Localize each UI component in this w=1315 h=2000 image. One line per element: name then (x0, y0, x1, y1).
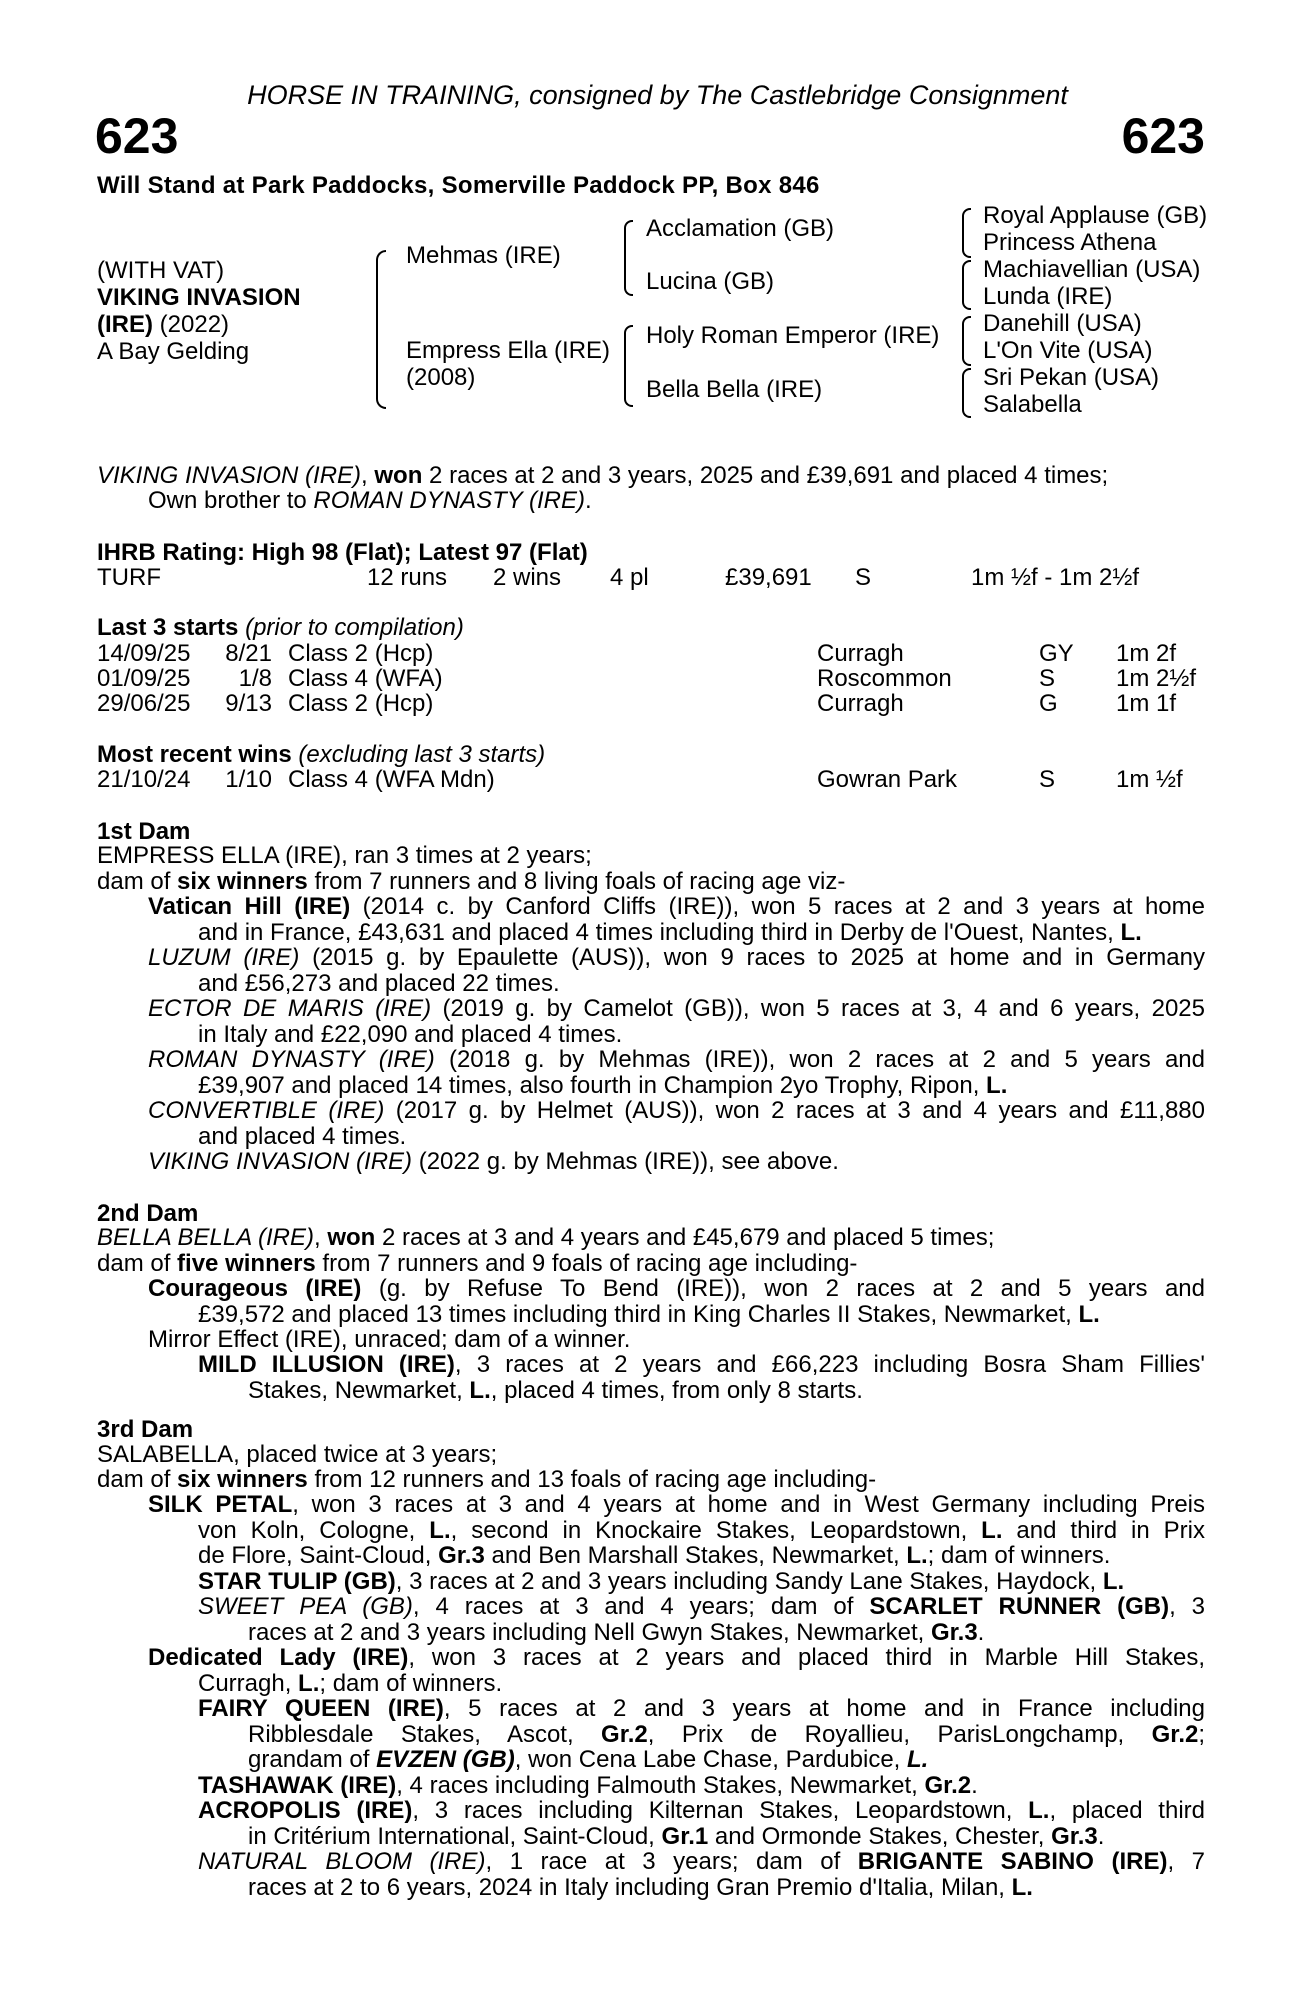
sire-dam: Lucina (GB) (646, 268, 775, 295)
produce-entry: STAR TULIP (GB), 3 races at 2 and 3 years including Sandy Lane Stakes, Haydock, L. (198, 1568, 1125, 1595)
produce-entry: VIKING INVASION (IRE) (2022 g. by Mehmas (IRE)), see above. (148, 1148, 839, 1175)
dam-sire: Holy Roman Emperor (IRE) (646, 322, 940, 349)
pedigree-brace (376, 250, 386, 409)
produce-entry: FAIRY QUEEN (IRE), 5 races at 2 and 3 years at home and in France including Ribblesdale Stakes, Ascot, Gr.2, Prix de Royallieu, ParisLongchamp, Gr.2; grandam of EVZEN (GB), won Cena Labe Chase, Pardubice, L. (198, 1695, 1206, 1773)
race-course: Curragh (817, 690, 904, 717)
dam-dam: Bella Bella (IRE) (646, 376, 823, 403)
race-class: Class 2 (Hcp) (288, 690, 434, 717)
race-going: GY (1039, 640, 1074, 667)
race-position: 1/10 (225, 766, 272, 793)
rating-wins: 2 wins (493, 564, 562, 591)
pedigree-brace (962, 208, 971, 258)
race-position: 9/13 (225, 690, 272, 717)
pedigree-brace (962, 316, 971, 366)
stand-location: Will Stand at Park Paddocks, Somerville Paddock PP, Box 846 (97, 172, 820, 199)
second-dam-line: BELLA BELLA (IRE), won 2 races at 3 and 4 years and £45,679 and placed 5 times; (97, 1224, 995, 1251)
horse-description: A Bay Gelding (97, 338, 250, 365)
rating-runs: 12 runs (367, 564, 448, 591)
produce-entry: LUZUM (IRE) (2015 g. by Epaulette (AUS)), won 9 races to 2025 at home and in Germany and £56,273 and placed 22 times. (148, 944, 1205, 997)
rating-going: S (855, 564, 872, 591)
ancestor-g6: L'On Vite (USA) (983, 337, 1153, 364)
produce-entry: Vatican Hill (IRE) (2014 c. by Canford Cliffs (IRE)), won 5 races at 2 and 3 years at home and in France, £43,631 and placed 4 times including third in Derby de l'Ouest, Nantes, L. (148, 893, 1205, 946)
third-dam-title: 3rd Dam (97, 1416, 194, 1443)
rating-surface: TURF (97, 564, 161, 591)
recent-wins-title: Most recent wins (excluding last 3 starts) (97, 741, 546, 768)
produce-entry: Mirror Effect (IRE), unraced; dam of a winner. (148, 1326, 631, 1353)
race-going: G (1039, 690, 1058, 717)
race-course: Gowran Park (817, 766, 958, 793)
rating-prize: £39,691 (725, 564, 812, 591)
race-distance: 1m ½f (1116, 766, 1183, 793)
race-distance: 1m 1f (1116, 690, 1177, 717)
catalogue-header: HORSE IN TRAINING, consigned by The Castlebridge Consignment (247, 80, 1068, 110)
produce-entry: NATURAL BLOOM (IRE), 1 race at 3 years; dam of BRIGANTE SABINO (IRE), 7 races at 2 to 6 years, 2024 in Italy including Gran Premio d'Italia, Milan, L. (198, 1848, 1205, 1901)
first-dam-produce-intro: dam of six winners from 7 runners and 8 living foals of racing age viz- (97, 868, 846, 895)
race-date: 01/09/25 (97, 665, 191, 692)
sire: Mehmas (IRE) (406, 242, 561, 269)
produce-entry: CONVERTIBLE (IRE) (2017 g. by Helmet (AUS)), won 2 races at 3 and 4 years and £11,880 and placed 4 times. (148, 1097, 1205, 1150)
second-dam-title: 2nd Dam (97, 1200, 199, 1227)
last3-title: Last 3 starts (prior to compilation) (97, 614, 464, 641)
race-distance: 1m 2f (1116, 640, 1177, 667)
ancestor-g3: Machiavellian (USA) (983, 256, 1201, 283)
produce-entry: ECTOR DE MARIS (IRE) (2019 g. by Camelot (GB)), won 5 races at 3, 4 and 6 years, 2025 in Italy and £22,090 and placed 4 times. (148, 995, 1205, 1048)
sire-sire: Acclamation (GB) (646, 215, 835, 242)
race-class: Class 4 (WFA Mdn) (288, 766, 495, 793)
ancestor-g8: Salabella (983, 391, 1082, 418)
produce-entry: Dedicated Lady (IRE), won 3 races at 2 years and placed third in Marble Hill Stakes, Curragh, L.; dam of winners. (148, 1644, 1206, 1697)
rating-title: IHRB Rating: High 98 (Flat); Latest 97 (Flat) (97, 539, 588, 566)
race-distance: 1m 2½f (1116, 665, 1197, 692)
horse-origin: (IRE) (2022) (97, 311, 230, 338)
horse-name: VIKING INVASION (97, 284, 301, 311)
pedigree-brace (962, 368, 971, 418)
dam: Empress Ella (IRE) (406, 337, 611, 364)
produce-entry: Courageous (IRE) (g. by Refuse To Bend (IRE)), won 2 races at 2 and 5 years and £39,572 and placed 13 times including third in King Charles II Stakes, Newmarket, L. (148, 1275, 1205, 1328)
race-class: Class 4 (WFA) (288, 665, 443, 692)
lot-number-left: 623 (95, 108, 179, 164)
rating-distance: 1m ½f - 1m 2½f (971, 564, 1140, 591)
produce-entry: SWEET PEA (GB), 4 races at 3 and 4 years; dam of SCARLET RUNNER (GB), 3 races at 2 and 3 years including Nell Gwyn Stakes, Newmarket, Gr.3. (198, 1593, 1205, 1646)
ancestor-g5: Danehill (USA) (983, 310, 1142, 337)
third-dam-produce-intro: dam of six winners from 12 runners and 13 foals of racing age including- (97, 1466, 877, 1493)
produce-entry: TASHAWAK (IRE), 4 races including Falmouth Stakes, Newmarket, Gr.2. (198, 1772, 978, 1799)
race-date: 29/06/25 (97, 690, 191, 717)
summary-line-1: VIKING INVASION (IRE), won 2 races at 2 and 3 years, 2025 and £39,691 and placed 4 times; (97, 462, 1109, 489)
vat-note: (WITH VAT) (97, 257, 225, 284)
race-position: 1/8 (238, 665, 272, 692)
race-course: Roscommon (817, 665, 952, 692)
race-date: 14/09/25 (97, 640, 191, 667)
pedigree-brace (624, 220, 633, 296)
first-dam-title: 1st Dam (97, 818, 191, 845)
race-going: S (1039, 766, 1056, 793)
ancestor-g7: Sri Pekan (USA) (983, 364, 1160, 391)
produce-entry: ROMAN DYNASTY (IRE) (2018 g. by Mehmas (IRE)), won 2 races at 2 and 5 years and £39,907 and placed 14 times, also fourth in Champion 2yo Trophy, Ripon, L. (148, 1046, 1205, 1099)
race-date: 21/10/24 (97, 766, 191, 793)
rating-placed: 4 pl (610, 564, 649, 591)
produce-entry: MILD ILLUSION (IRE), 3 races at 2 years and £66,223 including Bosra Sham Fillies' Stakes, Newmarket, L., placed 4 times, from only 8 starts. (198, 1351, 1205, 1404)
second-dam-produce-intro: dam of five winners from 7 runners and 9 foals of racing age including- (97, 1250, 858, 1277)
pedigree-brace (624, 325, 633, 407)
produce-entry: ACROPOLIS (IRE), 3 races including Kilternan Stakes, Leopardstown, L., placed third in Critérium International, Saint-Cloud, Gr.1 and Ormonde Stakes, Chester, Gr.3. (198, 1797, 1205, 1850)
race-course: Curragh (817, 640, 904, 667)
pedigree-brace (962, 260, 971, 310)
first-dam-line: EMPRESS ELLA (IRE), ran 3 times at 2 years; (97, 842, 592, 869)
race-position: 8/21 (225, 640, 272, 667)
race-class: Class 2 (Hcp) (288, 640, 434, 667)
third-dam-line: SALABELLA, placed twice at 3 years; (97, 1441, 498, 1468)
race-going: S (1039, 665, 1056, 692)
ancestor-g4: Lunda (IRE) (983, 283, 1113, 310)
lot-number-right: 623 (1121, 108, 1205, 164)
ancestor-g2: Princess Athena (983, 229, 1157, 256)
summary-line-2: Own brother to ROMAN DYNASTY (IRE). (148, 487, 592, 514)
produce-entry: SILK PETAL, won 3 races at 3 and 4 years at home and in West Germany including Preis von Koln, Cologne, L., second in Knockaire Stakes, Leopardstown, L. and third in Prix de Flore, Saint-Cloud, Gr.3 and Ben Marshall Stakes, Newmarket, L.; dam of winners. (148, 1491, 1205, 1569)
ancestor-g1: Royal Applause (GB) (983, 202, 1208, 229)
dam-year: (2008) (406, 364, 476, 391)
